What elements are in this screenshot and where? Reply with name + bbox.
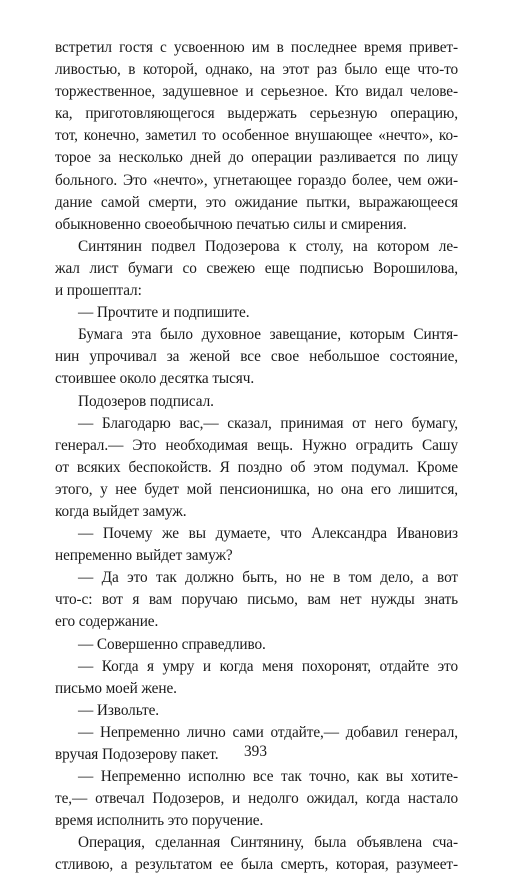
text-line: — Извольте. [78,701,160,719]
text-line: стоившее около десятка тысяч. [55,370,255,388]
text-line: торжественное, задушевное и серьезное. Кто видал челове- [55,83,458,101]
text-line: — Совершенно справедливо. [78,635,266,653]
text-line: непременно выйдет замуж? [55,547,233,565]
text-line: встретил гостя с усвоенною им в последнее время привет- [55,39,458,56]
text-line: от всяких беспокойств. Я поздно об этом подумал. Кроме [55,458,458,476]
text-line: — Прочтите и подпишите. [78,304,250,322]
text-line: — Когда я умру и когда меня похоронят, отдайте это [78,657,458,675]
text-line: нин упрочивал за женой все свое небольшое состояние, [55,348,458,366]
text-line: — Благодарю вас,— сказал, принимая от него бумагу, [78,414,458,432]
text-line: обыкновенно своеобычною печатью силы и смирения. [55,215,407,233]
text-line: письмо моей жене. [55,679,177,697]
text-line: генерал.— Это необходимая вещь. Нужно оградить Сашу [55,436,458,454]
text-line: когда выйдет замуж. [55,502,187,520]
text-line: стливою, а результатом ее была смерть, которая, разумеет- [55,856,458,874]
text-line: жал лист бумаги со свежею еще подписью Ворошилова, [55,259,458,277]
text-line: те,— отвечал Подозеров, и недолго ожидал, когда настало [55,790,458,808]
text-line: вручая Подозерову пакет. [55,746,219,763]
text-line: дание самой смерти, это ожидание пытки, выражающееся [55,193,458,211]
text-line: ка, приготовляющегося выдержать серьезную операцию, [55,105,458,123]
text-line: Подозеров подписал. [78,392,214,410]
text-line: — Почему же вы думаете, что Александра Ивановиз [78,525,458,543]
text-line: этого, у нее будет мой пенсионишка, но она его лишится, [55,480,458,498]
text-line: время исполнить это поручение. [55,812,264,830]
text-line: — Непременно лично сами отдайте,— добавил генерал, [78,723,458,741]
text-line: его содержание. [55,613,159,631]
text-line: и прошептал: [55,282,142,300]
text-line: Синтянин подвел Подозерова к столу, на котором ле- [78,237,458,255]
text-line: тот, конечно, заметил то особенное внушающее «нечто», ко- [55,127,458,145]
text-line: что-с: вот я вам поручаю письмо, вам нет нужды знать [55,591,458,609]
page-number: 393 [244,743,267,760]
text-line: — Да это так должно быть, но не в том дело, а вот [78,569,458,587]
text-line: Бумага эта было духовное завещание, которым Синтя- [78,326,458,344]
text-line: больного. Это «нечто», угнетающее гораздо более, чем ожи- [55,171,458,189]
text-line: торое за несколько дней до операции разливается по лицу [55,149,458,167]
text-line: — Непременно исполню все так точно, как вы хотите- [78,768,458,786]
text-line: ливостью, в которой, однако, на этот раз было еще что-то [55,61,458,79]
text-line: Операция, сделанная Синтянину, была объявлена сча- [78,834,458,852]
